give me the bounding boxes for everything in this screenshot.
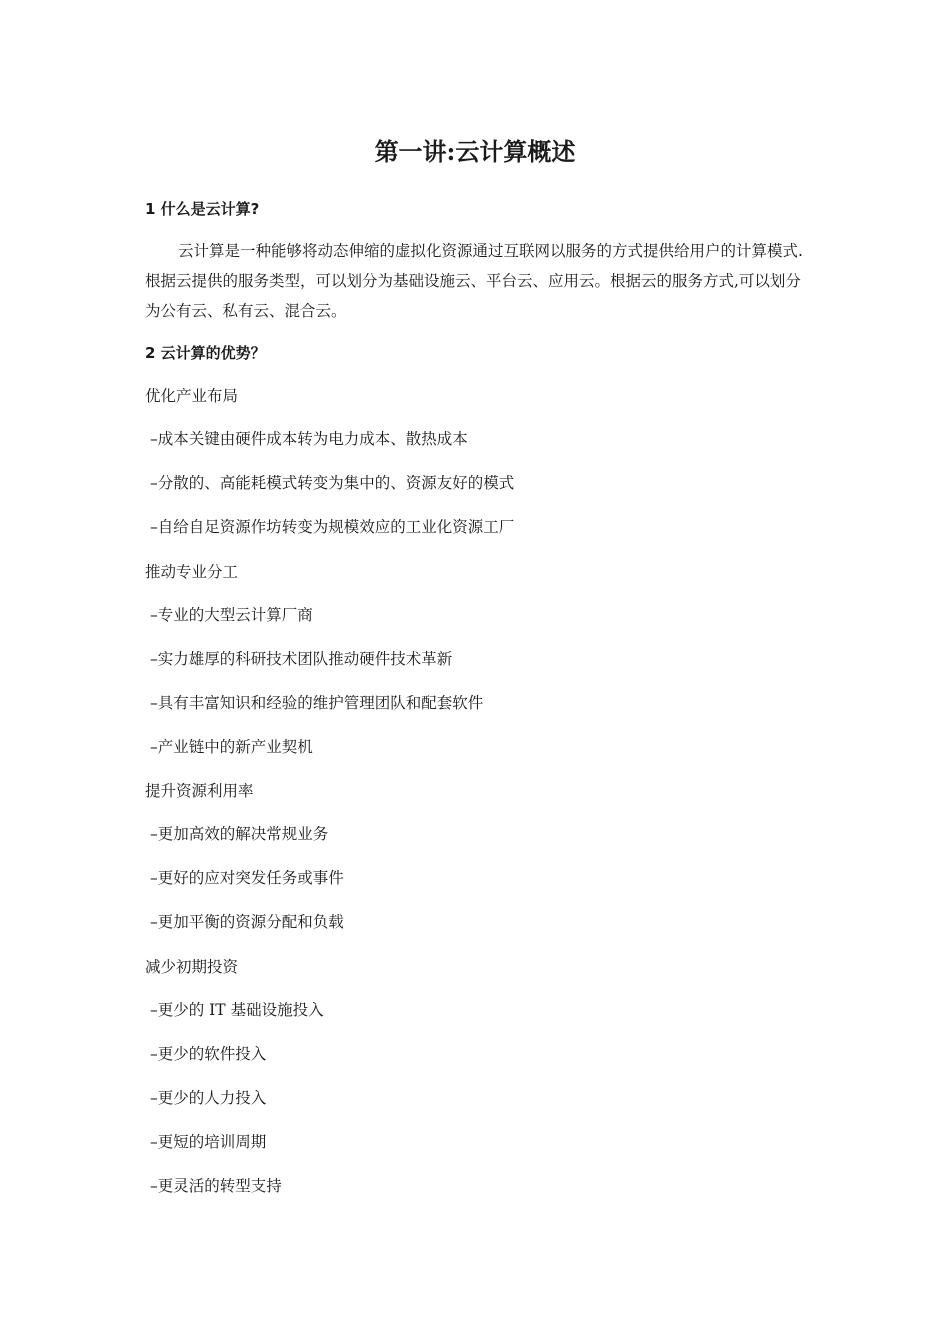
list-item: –更少的软件投入 bbox=[150, 1045, 267, 1063]
group-label: 提升资源利用率 bbox=[145, 782, 254, 800]
list-item: –产业链中的新产业契机 bbox=[150, 738, 313, 756]
list-item: –更好的应对突发任务或事件 bbox=[150, 869, 344, 887]
list-item: –更短的培训周期 bbox=[150, 1133, 267, 1151]
list-item: –更加平衡的资源分配和负载 bbox=[150, 913, 344, 931]
list-item: –专业的大型云计算厂商 bbox=[150, 606, 313, 624]
list-item: –实力雄厚的科研技术团队推动硬件技术革新 bbox=[150, 650, 453, 668]
section-heading-1: 1 什么是云计算? bbox=[145, 200, 260, 218]
group-label: 减少初期投资 bbox=[145, 958, 239, 976]
list-item: –更加高效的解决常规业务 bbox=[150, 825, 329, 843]
list-item: –自给自足资源作坊转变为规模效应的工业化资源工厂 bbox=[150, 518, 515, 536]
list-item: –更灵活的转型支持 bbox=[150, 1177, 282, 1195]
group-label: 优化产业布局 bbox=[145, 387, 239, 405]
list-item: –具有丰富知识和经验的维护管理团队和配套软件 bbox=[150, 694, 484, 712]
list-item: –成本关键由硬件成本转为电力成本、散热成本 bbox=[150, 430, 468, 448]
group-label: 推动专业分工 bbox=[145, 563, 239, 581]
list-item: –分散的、高能耗模式转变为集中的、资源友好的模式 bbox=[150, 474, 515, 492]
list-item: –更少的 IT 基础设施投入 bbox=[150, 1001, 324, 1019]
section-heading-2: 2 云计算的优势？ bbox=[145, 344, 266, 362]
list-item: –更少的人力投入 bbox=[150, 1089, 267, 1107]
document-title: 第一讲:云计算概述 bbox=[374, 137, 576, 166]
section-paragraph-1: 云计算是一种能够将动态伸缩的虚拟化资源通过互联网以服务的方式提供给用户的计算模式.根据云提供的服务类型，可以划分为基础设施云、平台云、应用云。根据云的服务方式,可以划分为公有云、私有云、混合云。 bbox=[145, 242, 803, 320]
